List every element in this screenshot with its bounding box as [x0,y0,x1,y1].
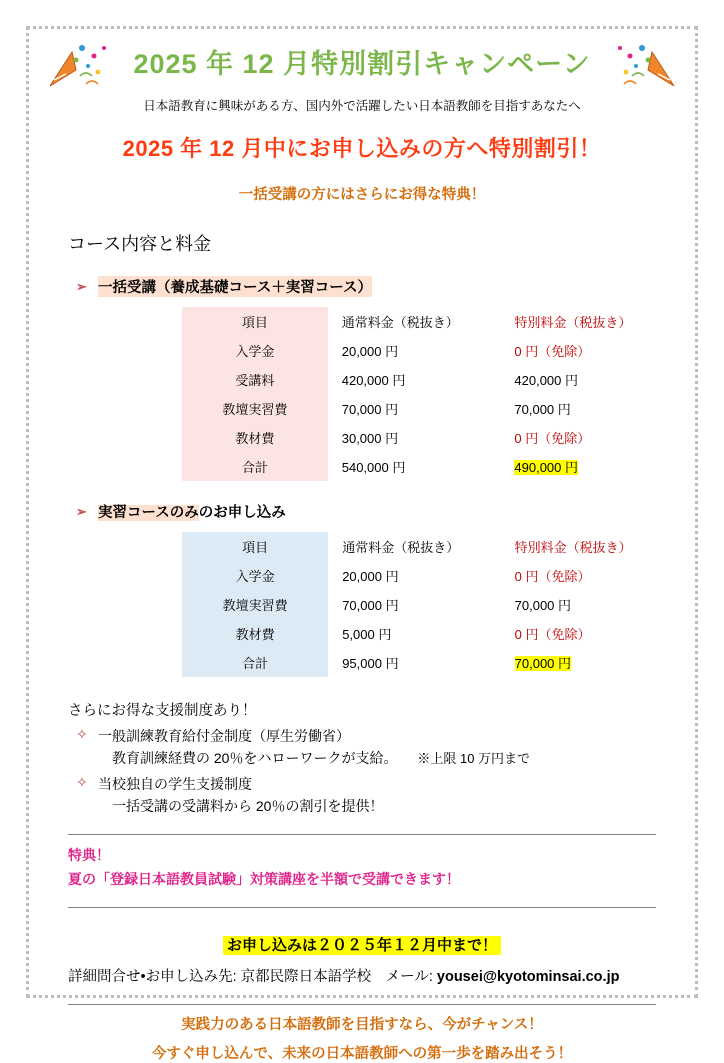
header-special-price: 特別料金（税抜き） [514,315,632,330]
support-item-detail: 教育訓練経費の 20％をハローワークが支給。 [112,750,398,766]
campaign-headline: 2025 年 12 月中にお申し込みの方へ特別割引！ [122,136,602,161]
support-item-note: ※上限 10 万円まで [417,751,531,766]
plan-b-heading [76,501,670,522]
cell-item: 合計 [182,452,328,481]
divider-top [68,834,656,835]
header-item: 項目 [182,307,328,336]
cell-normal: 20,000 円 [342,569,399,584]
confetti-party-popper-left-icon [46,40,110,92]
arrow-bullet-icon: ➢ [76,503,87,519]
cell-special: 70,000 円 [514,598,572,613]
cell-item: 入学金 [182,561,328,590]
total-highlight: 490,000 円 [514,460,578,475]
page-title: 2025 年 12 月特別割引キャンペーン [133,49,591,79]
cell-item: 入学金 [182,336,328,365]
cell-item: 教材費 [182,619,328,648]
cell-normal: 5,000 円 [342,627,392,642]
support-item-detail-row [112,748,670,768]
contact-line [68,965,670,986]
contact-email[interactable]: yousei@kyotominsai.co.jp [436,969,620,985]
cell-special: 0 円（免除） [514,431,591,446]
plan-b-label-highlight: 実習コースのみ [98,505,199,521]
cell-special-total [506,452,670,481]
cell-normal: 420,000 円 [341,373,406,388]
plan-b-price-table [182,532,670,677]
section-title-course-and-fees: コース内容と料金 [68,234,212,254]
bonus-line: 一括受講の方にはさらにお得な特典！ [238,187,486,203]
table-row [182,423,670,452]
cell-special: 70,000 円 [514,402,571,417]
support-item-label: 一般訓練教育給付金制度（厚生労働省） [98,728,350,744]
support-item-detail-row [112,796,670,816]
cell-item: 教壇実習費 [182,590,328,619]
closing-line-2: 今すぐ申し込んで、未来の日本語教師への第一歩を踏み出そう！ [151,1046,573,1062]
cell-normal: 95,000 円 [342,656,399,671]
table-row [182,365,670,394]
support-item [76,774,670,794]
flyer-content [54,22,670,1063]
plan-a-price-table [182,307,670,481]
total-highlight: 70,000 円 [514,656,572,671]
deadline-highlight: お申し込みは２０２５年１２月中まで！ [223,936,501,955]
cell-item: 教壇実習費 [182,394,328,423]
deadline-row [54,934,670,955]
confetti-party-popper-right-icon [614,40,678,92]
table-row [182,561,670,590]
plan-a-label: 一括受講（養成基礎コース＋実習コース） [98,276,372,297]
flyer-header [54,36,670,94]
support-item-label: 当校独自の学生支援制度 [98,776,252,792]
table-header-row [182,307,670,336]
perk-text: 夏の「登録日本語教員試験」対策講座を半額で受講できます！ [68,871,460,887]
cell-item: 合計 [182,648,328,677]
plan-a-heading [76,276,670,297]
diamond-bullet-icon: ✧ [76,774,88,790]
table-row [182,590,670,619]
diamond-bullet-icon: ✧ [76,726,88,742]
cell-normal: 20,000 円 [341,344,399,359]
cell-item: 受講料 [182,365,328,394]
perk-title: 特典！ [68,847,110,863]
divider-footer [68,1004,656,1005]
closing-line-1: 実践力のある日本語教師を目指すなら、今がチャンス！ [181,1017,543,1033]
contact-prefix: 詳細問合せ•お申し込み先: 京都民際日本語学校 メール: [68,969,437,985]
divider-bottom [68,907,656,908]
cell-special: 0 円（免除） [514,569,591,584]
support-item-detail: 一括受講の受講料から 20％の割引を提供！ [112,798,384,814]
header-subtitle: 日本語教育に興味がある方、国内外で活躍したい日本語教師を目指すあなたへ [143,99,581,113]
cell-normal: 30,000 円 [341,431,399,446]
header-normal-price: 通常料金（税抜き） [341,315,459,330]
support-section-title: さらにお得な支援制度あり！ [68,703,257,719]
cell-special: 420,000 円 [514,373,578,388]
cell-normal: 70,000 円 [342,598,399,613]
cell-special: 0 円（免除） [514,627,591,642]
table-row-total [182,648,670,677]
cell-normal: 70,000 円 [341,402,399,417]
arrow-bullet-icon: ➢ [76,278,87,294]
cell-item: 教材費 [182,423,328,452]
cell-special: 0 円（免除） [514,344,591,359]
table-header-row [182,532,670,561]
header-normal-price: 通常料金（税抜き） [342,540,460,555]
table-row [182,336,670,365]
cell-normal: 540,000 円 [341,460,406,475]
table-row [182,619,670,648]
plan-b-label-rest: のお申し込み [198,505,286,521]
table-row-total [182,452,670,481]
table-row [182,394,670,423]
cell-special-total [507,648,670,677]
header-special-price: 特別料金（税抜き） [514,540,632,555]
support-item [76,726,670,746]
plan-b-label [98,501,286,522]
header-item: 項目 [182,532,328,561]
